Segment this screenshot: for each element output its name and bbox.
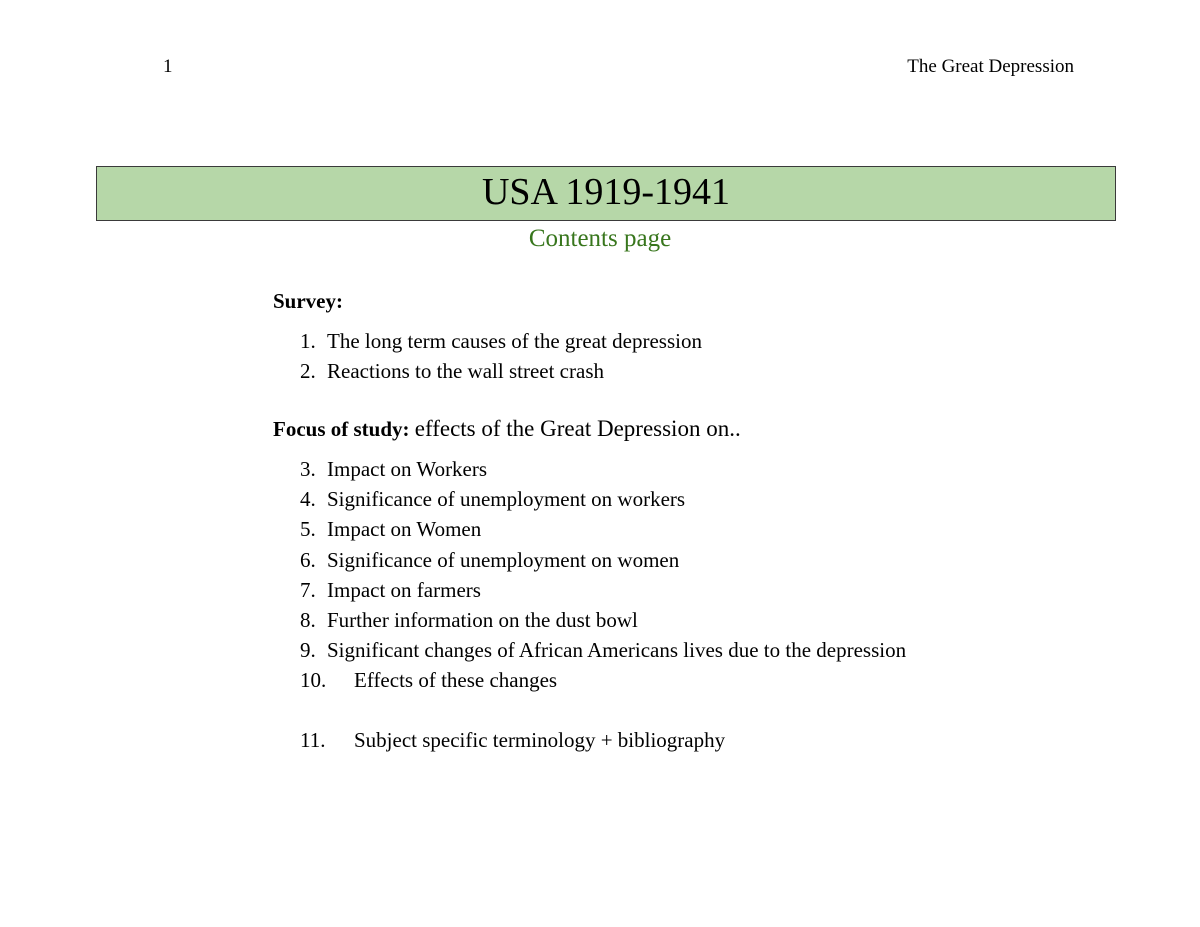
list-item-text: Effects of these changes — [354, 668, 558, 692]
running-header-title: The Great Depression — [907, 56, 1074, 77]
list-item-text: Further information on the dust bowl — [327, 608, 638, 632]
document-title: USA 1919-1941 — [481, 170, 731, 213]
list-item-text: Reactions to the wall street crash — [327, 359, 604, 383]
list-item-text: Impact on farmers — [327, 578, 481, 602]
list-item-number: 5. — [300, 517, 316, 541]
list-item-number: 9. — [300, 638, 316, 662]
title-banner — [96, 166, 1116, 221]
list-item-number: 8. — [300, 608, 316, 632]
focus-heading-label: Focus of study: — [273, 417, 410, 441]
list-item-number: 2. — [300, 359, 316, 383]
focus-heading-description: effects of the Great Depression on.. — [414, 416, 741, 441]
list-item-number: 10. — [300, 668, 327, 692]
list-item-number: 4. — [300, 487, 316, 511]
list-item-text: Subject specific terminology + bibliography — [354, 728, 726, 752]
page-number: 1 — [163, 56, 173, 77]
list-item-number: 1. — [300, 329, 316, 353]
survey-heading-label: Survey: — [273, 289, 343, 313]
contents-subtitle: Contents page — [528, 225, 672, 252]
list-item-text: Significant changes of African Americans lives due to the depression — [327, 638, 907, 662]
list-item-text: Impact on Workers — [327, 457, 488, 481]
list-item-text: The long term causes of the great depression — [327, 329, 702, 353]
list-item-text: Significance of unemployment on women — [327, 548, 680, 572]
list-item-number: 3. — [300, 457, 316, 481]
list-item-text: Significance of unemployment on workers — [327, 487, 686, 511]
list-item-number: 11. — [300, 728, 326, 752]
list-item-number: 6. — [300, 548, 316, 572]
list-item-text: Impact on Women — [327, 517, 482, 541]
list-item-number: 7. — [300, 578, 316, 602]
survey-heading — [273, 288, 343, 314]
focus-heading — [273, 416, 741, 442]
